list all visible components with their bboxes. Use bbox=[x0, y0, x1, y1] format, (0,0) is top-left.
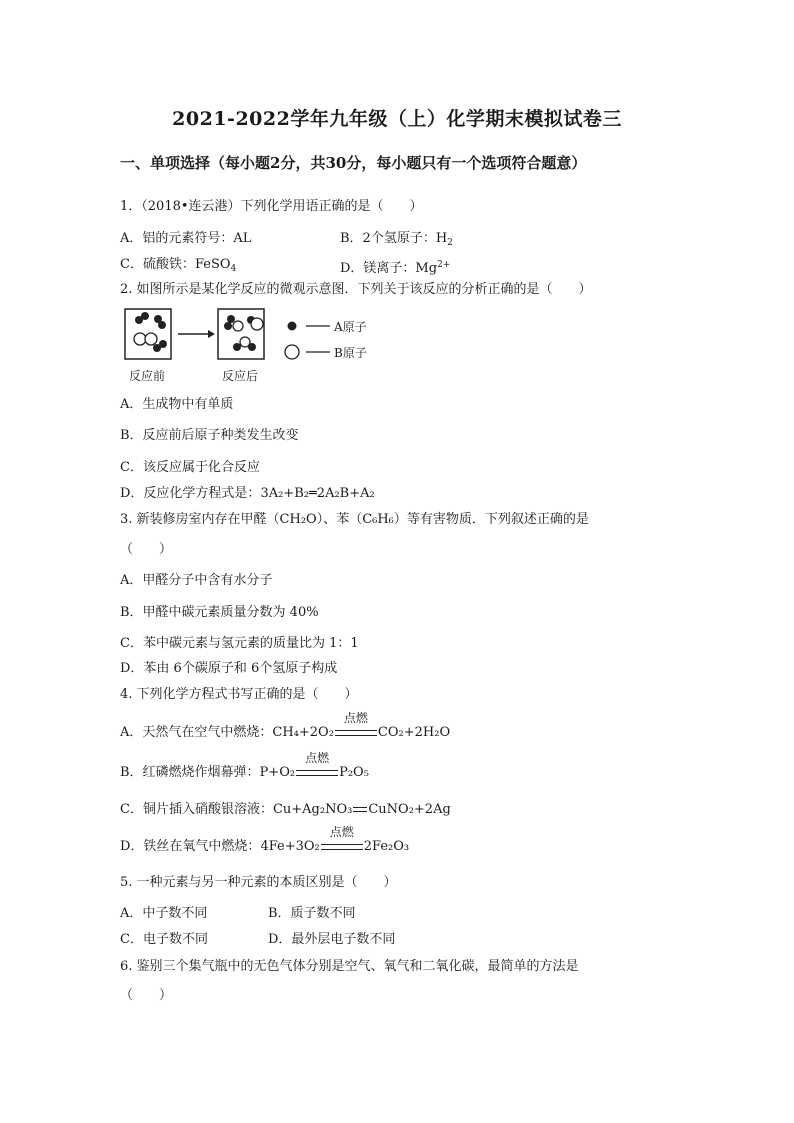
after-box bbox=[218, 309, 264, 359]
condition-label: 点燃 bbox=[305, 751, 330, 765]
q4-option-b bbox=[120, 751, 369, 782]
q1-stem: 1．（2018•连云港）下列化学用语正确的是（ ） bbox=[120, 199, 423, 214]
q5-option-c: C．电子数不同 bbox=[120, 932, 208, 947]
q6-bracket: （ ） bbox=[120, 988, 173, 1003]
b-atom bbox=[233, 321, 243, 331]
q4-option-c-products: CuNO₂+2Ag bbox=[368, 802, 451, 817]
equation-bar bbox=[296, 770, 338, 776]
q4-option-a-text: A．天然气在空气中燃烧： bbox=[120, 725, 273, 740]
reaction-diagram bbox=[120, 304, 382, 384]
q1-option-d-text: D．镁离子：Mg bbox=[340, 261, 438, 276]
legend-a-symbol bbox=[288, 322, 297, 331]
fig-label-after: 反应后 bbox=[222, 369, 259, 383]
q1-option-d-sup: 2+ bbox=[437, 260, 451, 270]
q4-option-c-text: C．铜片插入硝酸银溶液： bbox=[120, 802, 273, 817]
section-heading: 一、单项选择（每小题2分，共30分，每小题只有一个选项符合题意） bbox=[120, 154, 587, 172]
q4-stem: 4. 下列化学方程式书写正确的是（ ） bbox=[120, 687, 358, 702]
q4-option-a-products: CO₂+2H₂O bbox=[377, 725, 451, 740]
q4-option-c bbox=[120, 801, 451, 819]
q4-option-b-text: B．红磷燃烧作烟幕弹： bbox=[120, 765, 260, 780]
q4-option-d bbox=[120, 825, 410, 856]
a-atom bbox=[248, 343, 256, 351]
q4-option-a-condition bbox=[335, 711, 377, 742]
q2-option-c: C．该反应属于化合反应 bbox=[120, 460, 260, 475]
q4-option-d-reactants: 4Fe+3O₂ bbox=[260, 839, 320, 854]
q2-option-d-equation: 3A₂+B₂═2A₂B+A₂ bbox=[260, 486, 375, 501]
legend-b-symbol bbox=[285, 345, 299, 359]
q2-option-b: B．反应前后原子种类发生改变 bbox=[120, 428, 299, 443]
q4-option-a-reactants: CH₄+2O₂ bbox=[272, 725, 334, 740]
q1-option-b bbox=[340, 230, 453, 252]
b-atom bbox=[134, 333, 146, 345]
q3-bracket: （ ） bbox=[120, 542, 173, 557]
legend-a-label: A原子 bbox=[334, 320, 367, 334]
a-atom bbox=[224, 322, 232, 330]
equals-sign bbox=[353, 807, 367, 812]
q5-option-b: B．质子数不同 bbox=[268, 906, 356, 921]
legend-b-label: B原子 bbox=[334, 346, 367, 360]
q4-option-b-condition bbox=[296, 751, 338, 782]
q2-option-a: A．生成物中有单质 bbox=[120, 397, 234, 412]
q5-stem: 5. 一种元素与另一种元素的本质区别是（ ） bbox=[120, 875, 397, 890]
arrow-head bbox=[208, 330, 215, 338]
b-atom bbox=[145, 333, 157, 345]
q4-option-b-products: P₂O₅ bbox=[339, 765, 369, 780]
q4-option-d-text: D．铁丝在氧气中燃烧： bbox=[120, 839, 261, 854]
condition-label: 点燃 bbox=[343, 711, 368, 725]
equation-bar bbox=[321, 844, 363, 850]
q5-option-d: D．最外层电子数不同 bbox=[268, 932, 396, 947]
q3-stem: 3. 新装修房室内存在甲醛（CH₂O）、苯（C₆H₆）等有害物质．下列叙述正确的是 bbox=[120, 512, 589, 527]
a-atom bbox=[158, 321, 166, 329]
q2-stem: 2. 如图所示是某化学反应的微观示意图．下列关于该反应的分析正确的是（ ） bbox=[120, 282, 592, 297]
fig-label-before: 反应前 bbox=[129, 369, 166, 383]
condition-label: 点燃 bbox=[329, 825, 354, 839]
q4-option-c-reactants: Cu+Ag₂NO₃ bbox=[272, 802, 353, 817]
q1-option-b-sub: 2 bbox=[447, 238, 453, 248]
q1-option-d bbox=[340, 256, 450, 278]
a-atom bbox=[227, 315, 235, 323]
q1-option-c-sub: 4 bbox=[230, 264, 237, 274]
b-atom bbox=[251, 318, 263, 330]
q3-option-b: B．甲醛中碳元素质量分数为 40% bbox=[120, 605, 319, 620]
q2-option-d-text: D．反应化学方程式是： bbox=[120, 486, 261, 501]
q4-option-a bbox=[120, 711, 451, 742]
q1-option-c bbox=[120, 256, 236, 278]
q2-option-d bbox=[120, 485, 375, 503]
q4-option-d-products: 2Fe₂O₃ bbox=[363, 839, 410, 854]
q1-option-a: A．铝的元素符号：AL bbox=[120, 231, 252, 246]
q6-stem: 6. 鉴别三个集气瓶中的无色气体分别是空气、氧气和二氧化碳，最简单的方法是 bbox=[120, 959, 579, 974]
q4-option-b-reactants: P+O₂ bbox=[259, 765, 296, 780]
equation-bar bbox=[335, 730, 377, 736]
q4-option-d-condition bbox=[321, 825, 363, 856]
q1-option-b-text: B．2个氢原子：H bbox=[340, 231, 448, 246]
q3-option-a: A．甲醛分子中含有水分子 bbox=[120, 573, 273, 588]
q3-option-d: D．苯由 6个碳原子和 6个氢原子构成 bbox=[120, 661, 338, 676]
q1-option-c-text: C．硫酸铁：FeSO bbox=[120, 257, 231, 272]
exam-title: 2021-2022学年九年级（上）化学期末模拟试卷三 bbox=[172, 108, 622, 130]
a-atom bbox=[159, 340, 167, 348]
q3-option-c: C．苯中碳元素与氢元素的质量比为 1：1 bbox=[120, 636, 359, 651]
a-atom bbox=[141, 312, 149, 320]
q5-option-a: A．中子数不同 bbox=[120, 906, 208, 921]
